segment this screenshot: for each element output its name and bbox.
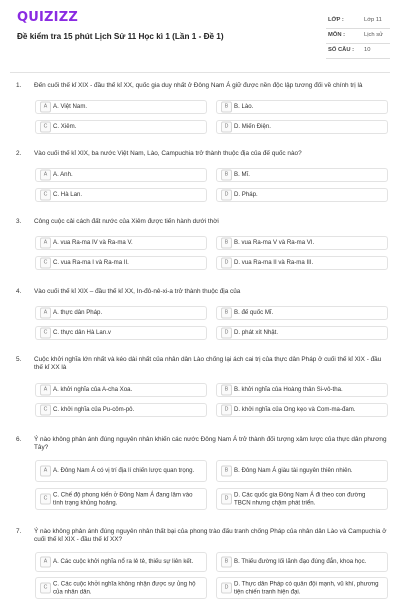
question-text: Cuộc khởi nghĩa lớn nhất và kéo dài nhất của nhân dân Lào chống lại ách cai trị của thực dân Pháp ở cuối thế kỉ XIX - đầu thế kỉ XX là [34,356,382,372]
option-letter: D [221,258,232,269]
meta-row-subject [326,29,390,44]
option-letter: B [221,308,232,319]
option-text: C. vua Ra-ma I và Ra-ma II. [53,259,129,267]
option-c[interactable] [35,488,207,510]
option-text: A. Các cuộc khởi nghĩa nổ ra lẻ tẻ, thiếu sự liên kết. [53,558,194,566]
option-letter: B [221,102,232,113]
option-letter: D [221,405,232,416]
option-b[interactable] [216,460,388,482]
option-letter: B [221,557,232,568]
option-text: C. Chế độ phong kiến ở Đông Nam Á đang lâm vào tình trạng khủng hoảng. [53,491,193,506]
option-text: D. khởi nghĩa của Ong kẹo và Com-ma-đam. [234,406,356,414]
option-a[interactable] [35,383,207,397]
question-number: 1. [16,82,22,89]
option-letter: D [221,190,232,201]
option-text: B. khởi nghĩa của Hoàng thân Si-vô-tha. [234,386,343,394]
option-letter: C [40,494,51,505]
option-a[interactable] [35,100,207,114]
option-d[interactable] [216,256,388,270]
worksheet-header [0,0,400,62]
option-b[interactable] [216,306,388,320]
option-text: B. đế quốc Mĩ. [234,309,274,317]
option-a[interactable] [35,552,207,572]
option-letter: C [40,122,51,133]
question-text: Đến cuối thế kỉ XIX - đầu thế kỉ XX, quốc gia duy nhất ở Đông Nam Á giữ được nền độc lập tương đối về chính trị là [34,82,363,89]
option-c[interactable] [35,256,207,270]
option-letter: D [221,583,232,594]
option-letter: B [221,466,232,477]
option-b[interactable] [216,236,388,250]
option-letter: C [40,328,51,339]
meta-label: SỐ CÂU : [328,47,355,53]
option-text: C. khởi nghĩa của Pu-côm-pô. [53,406,135,414]
option-text: B. Mĩ. [234,171,250,179]
meta-value: Lớp 11 [364,17,382,23]
option-d[interactable] [216,188,388,202]
option-letter: A [40,102,51,113]
question-text: Ý nào không phản ánh đúng nguyên nhân thất bại của phong trào đấu tranh chống Pháp của nhân dân Lào và Campuchia ở cuối thế kỉ XIX - đầu thế kỉ XX? [34,528,387,544]
question-number: 3. [16,218,22,225]
question-text: Vào cuối thế kỉ XIX – đầu thế kỉ XX, In-đô-nê-xi-a trở thành thuộc địa của [34,288,241,295]
option-text: D. phát xít Nhật. [234,329,279,337]
option-letter: A [40,170,51,181]
option-d[interactable] [216,120,388,134]
option-d[interactable] [216,403,388,417]
question-number: 2. [16,150,22,157]
option-letter: C [40,405,51,416]
option-b[interactable] [216,383,388,397]
option-c[interactable] [35,188,207,202]
option-c[interactable] [35,120,207,134]
meta-label: MÔN : [328,32,346,38]
option-a[interactable] [35,306,207,320]
option-letter: B [221,170,232,181]
option-letter: B [221,238,232,249]
meta-label: LỚP : [328,17,344,23]
option-text: C. Xiêm. [53,123,77,131]
option-text: C. thực dân Hà Lan.v [53,329,111,337]
option-a[interactable] [35,460,207,482]
option-letter: D [221,494,232,505]
option-c[interactable] [35,403,207,417]
option-letter: A [40,238,51,249]
option-letter: C [40,258,51,269]
option-letter: D [221,328,232,339]
option-text: A. Đông Nam Á có vị trí địa lí chiến lược quan trọng. [53,467,195,475]
option-letter: A [40,557,51,568]
option-text: B. vua Ra-ma V và Ra-ma VI. [234,239,315,247]
option-text: C. Các cuộc khởi nghĩa không nhận được sự ủng hộ của nhân dân. [53,580,196,595]
option-text: D. Thực dân Pháp có quân đội mạnh, vũ khí, phương tiện chiến tranh hiện đại. [234,580,379,595]
option-text: A. Việt Nam. [53,103,88,111]
option-text: A. vua Ra-ma IV và Ra-ma V. [53,239,133,247]
option-text: A. khởi nghĩa của A-cha Xoa. [53,386,133,394]
option-letter: C [40,583,51,594]
option-b[interactable] [216,100,388,114]
option-c[interactable] [35,326,207,340]
option-text: A. Anh. [53,171,73,179]
option-text: A. thực dân Pháp. [53,309,103,317]
option-text: D. Các quốc gia Đông Nam Á đi theo con đường TBCN nhưng chậm phát triển. [234,491,366,506]
option-letter: B [221,385,232,396]
option-letter: A [40,466,51,477]
option-b[interactable] [216,552,388,572]
question-text: Vào cuối thế kỉ XIX, ba nước Việt Nam, Lào, Campuchia trở thành thuộc địa của đế quốc nào? [34,150,302,157]
option-text: B. Đông Nam Á giàu tài nguyên thiên nhiên. [234,467,353,475]
meta-value: Lịch sử [364,32,384,38]
option-text: D. Miến Điện. [234,123,271,131]
option-b[interactable] [216,168,388,182]
quizizz-logo: QUIZIZZ [17,10,78,25]
header-divider [10,72,390,73]
question-number: 7. [16,528,22,535]
option-text: C. Hà Lan. [53,191,83,199]
option-a[interactable] [35,236,207,250]
option-d[interactable] [216,577,388,599]
option-text: D. vua Ra-ma II và Ra-ma III. [234,259,314,267]
option-d[interactable] [216,488,388,510]
question-number: 4. [16,288,22,295]
option-text: D. Pháp. [234,191,258,199]
option-letter: A [40,308,51,319]
option-text: B. Lào. [234,103,254,111]
question-text: Ý nào không phản ánh đúng nguyên nhân khiến các nước Đông Nam Á trở thành đối tượng xâm lược của thực dân phương Tây? [34,436,387,452]
option-a[interactable] [35,168,207,182]
meta-value: 10 [364,47,371,53]
option-letter: D [221,122,232,133]
question-number: 6. [16,436,22,443]
option-letter: C [40,190,51,201]
option-letter: A [40,385,51,396]
quiz-title: Đề kiểm tra 15 phút Lịch Sử 11 Học kì 1 (Lần 1 - Đề 1) [17,32,224,41]
option-c[interactable] [35,577,207,599]
question-text: Công cuộc cải cách đất nước của Xiêm được tiến hành dưới thời [34,218,219,225]
question-number: 5. [16,356,22,363]
meta-row-class [326,14,390,29]
meta-row-count [326,44,390,59]
option-text: B. Thiếu đường lối lãnh đạo đúng đắn, khoa học. [234,558,367,566]
option-d[interactable] [216,326,388,340]
